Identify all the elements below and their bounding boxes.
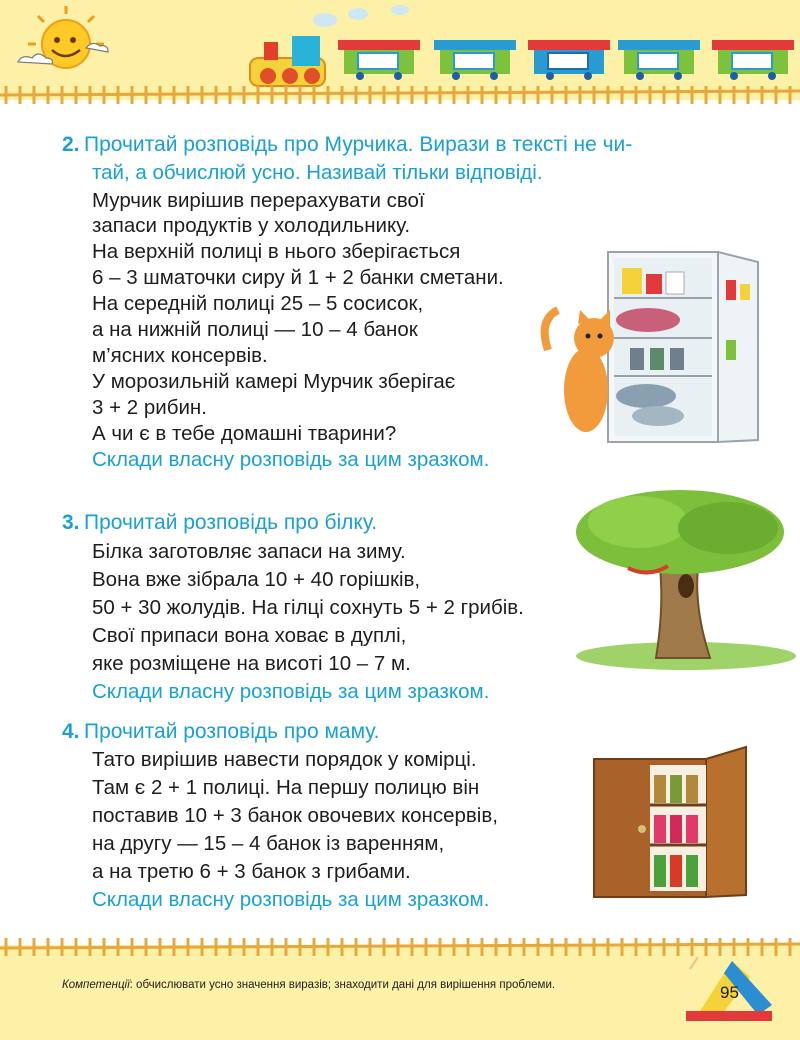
task-instruction: Прочитай розповідь про білку. bbox=[83, 511, 378, 534]
tree-illustration bbox=[568, 488, 798, 673]
wagon-icon bbox=[712, 40, 794, 80]
task-number: 2. bbox=[62, 133, 80, 156]
fridge-cat-illustration bbox=[538, 240, 778, 455]
task-closing: Склади власну розповідь за цим зразком. bbox=[92, 888, 490, 911]
text-line: Там є 2 + 1 полиці. На першу полицю він bbox=[92, 776, 480, 799]
pantry-cabinet-illustration bbox=[588, 745, 768, 900]
text-line: Вона вже зібрала 10 + 40 горішків, bbox=[92, 568, 421, 591]
text-line: Свої припаси вона ховає в дуплі, bbox=[92, 624, 407, 647]
text-line: У морозильній камері Мурчик зберігає bbox=[92, 370, 456, 393]
text-line: 50 + 30 жолудів. На гілці сохнуть 5 + 2 грибів. bbox=[92, 596, 524, 619]
competencies-note bbox=[62, 978, 622, 993]
text-line: Білка заготовляє запаси на зиму. bbox=[92, 540, 406, 563]
text-line: м’ясних консервів. bbox=[92, 344, 268, 367]
task-instruction-cont: тай, а обчислюй усно. Називай тільки відповіді. bbox=[92, 161, 543, 184]
text-line: Тато вирішив навести порядок у комірці. bbox=[92, 748, 477, 771]
task-number: 4. bbox=[62, 720, 80, 743]
wagon-icon bbox=[528, 40, 610, 80]
task-2-heading bbox=[62, 133, 632, 157]
text-line: А чи є в тебе домашні тварини? bbox=[92, 422, 397, 445]
text-line: 6 – 3 шматочки сиру й 1 + 2 банки сметани. bbox=[92, 266, 504, 289]
task-4-heading bbox=[62, 720, 380, 744]
text-line: На середній полиці 25 – 5 сосисок, bbox=[92, 292, 424, 315]
text-line: на другу — 15 – 4 банок із варенням, bbox=[92, 832, 445, 855]
task-closing: Склади власну розповідь за цим зразком. bbox=[92, 680, 490, 703]
text-line: Мурчик вирішив перерахувати свої bbox=[92, 189, 425, 212]
top-illustration bbox=[0, 0, 800, 110]
text-line: а на нижній полиці — 10 – 4 банок bbox=[92, 318, 418, 341]
competencies-label: Компетенції bbox=[62, 979, 130, 991]
wagon-icon bbox=[338, 40, 420, 80]
wagon-icon bbox=[434, 40, 516, 80]
text-line: яке розміщене на висоті 10 – 7 м. bbox=[92, 652, 411, 675]
text-line: запаси продуктів у холодильнику. bbox=[92, 214, 411, 237]
fence-decoration bbox=[0, 86, 800, 104]
text-line: поставив 10 + 3 банок овочевих консервів, bbox=[92, 804, 498, 827]
page-number: 95 bbox=[720, 983, 739, 1002]
task-instruction: Прочитай розповідь про Мурчика. Вирази в тексті не чи- bbox=[83, 133, 633, 156]
task-number: 3. bbox=[62, 511, 80, 534]
competencies-text: : обчислювати усно значення виразів; знаходити дані для вирішення проблеми. bbox=[129, 979, 556, 991]
locomotive-icon bbox=[250, 36, 325, 86]
text-line: а на третю 6 + 3 банок з грибами. bbox=[92, 860, 411, 883]
task-closing: Склади власну розповідь за цим зразком. bbox=[92, 448, 490, 471]
wagon-icon bbox=[618, 40, 700, 80]
task-instruction: Прочитай розповідь про маму. bbox=[83, 720, 380, 743]
task-3-heading bbox=[62, 511, 377, 535]
text-line: 3 + 2 рибин. bbox=[92, 396, 207, 419]
text-line: На верхній полиці в нього зберігається bbox=[92, 240, 461, 263]
